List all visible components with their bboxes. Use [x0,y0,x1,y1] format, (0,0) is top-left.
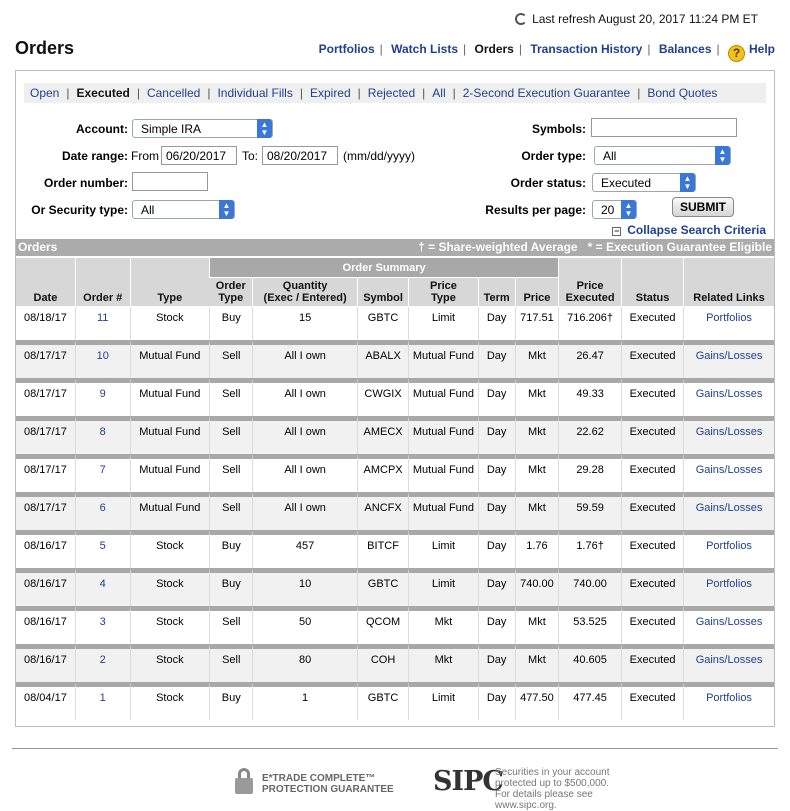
cell-term: Day [478,492,515,530]
orders-grid-title: Orders [18,240,58,254]
cell-symbol: QCOM [357,606,409,644]
nav-help[interactable]: Help [748,42,775,56]
cell-symbol: GBTC [357,568,409,606]
cell-order-type: Sell [209,378,252,416]
cell-price: Mkt [515,340,558,378]
orders-panel [15,70,775,727]
cell-qty: 10 [252,568,356,606]
cell-status: Executed [621,492,683,530]
cell-symbol: GBTC [357,682,409,720]
cell-order-type: Sell [209,644,252,682]
cell-term: Day [478,378,515,416]
etrade-guarantee[interactable]: E*TRADE COMPLETE™ PROTECTION GUARANTEE [262,773,394,795]
table-row [16,682,774,720]
cell-date: 08/18/17 [24,312,67,324]
cell-price-type: Mutual Fund [408,416,477,454]
cell-date: 08/17/17 [16,416,75,454]
col-header-price-type[interactable]: Price Type [408,278,477,307]
cell-date: 08/16/17 [16,606,75,644]
last-refresh[interactable] [515,12,758,26]
to-label: To: [242,149,259,163]
related-link[interactable]: Portfolios [683,307,774,340]
from-date-input[interactable]: 06/20/2017 [161,146,237,165]
cell-price-type: Limit [408,682,477,720]
cell-qty: All I own [252,454,356,492]
cell-status: Executed [621,606,683,644]
nav-balances[interactable]: Balances [658,42,712,56]
table-row [16,492,774,530]
related-link[interactable]: Gains/Losses [683,644,774,682]
cell-price: 740.00 [515,568,558,606]
cell-executed: 49.33 [558,378,621,416]
cell-price-type: Limit [408,307,477,340]
col-header-price-executed[interactable]: Price Executed [558,258,621,307]
orders-grid-bar [16,239,774,256]
col-header-type[interactable]: Type [130,258,210,307]
cell-order-type: Buy [209,307,252,340]
cell-status: Executed [621,454,683,492]
cell-type: Stock [130,682,210,720]
cell-status: Executed [621,644,683,682]
cell-status: Executed [621,568,683,606]
cell-executed: 740.00 [558,568,621,606]
order-number-link[interactable]: 1 [75,682,130,720]
cell-price-type: Mutual Fund [408,378,477,416]
tab-individual-fills[interactable]: Individual Fills [217,86,293,100]
table-row [16,606,774,644]
cell-date: 08/17/17 [16,378,75,416]
cell-type: Mutual Fund [130,492,210,530]
table-row [16,307,774,340]
cell-executed: 477.45 [558,682,621,720]
lock-icon [235,768,253,796]
related-link[interactable]: Portfolios [683,568,774,606]
order-number-link[interactable]: 11 [75,307,130,340]
table-row [16,568,774,606]
nav-orders[interactable]: Orders [474,42,514,56]
cell-symbol: AMCPX [357,454,409,492]
nav-transaction-history[interactable]: Transaction History [530,42,643,56]
order-number-link[interactable]: 10 [75,340,130,378]
col-header-related-links: Related Links [683,258,774,307]
cell-qty: All I own [252,416,356,454]
refresh-icon[interactable] [515,13,527,25]
table-row [16,530,774,568]
select-arrows-icon: ▲ ▼ [680,173,695,192]
cell-symbol: ABALX [357,340,409,378]
order-number-link[interactable]: 3 [75,606,130,644]
order-number-link[interactable]: 9 [75,378,130,416]
cell-order-type: Sell [209,492,252,530]
nav-watch-lists[interactable]: Watch Lists [391,42,459,56]
cell-term: Day [478,530,515,568]
date-format-hint: (mm/dd/yyyy) [343,149,415,163]
cell-qty: 50 [252,606,356,644]
order-number-link[interactable]: 2 [75,644,130,682]
tab-rejected[interactable]: Rejected [367,86,416,100]
cell-price: 477.50 [515,682,558,720]
cell-type: Stock [130,568,210,606]
cell-price-type: Mkt [408,606,477,644]
cell-qty: All I own [252,492,356,530]
order-status-select[interactable]: Executed ▲ ▼ [592,173,696,192]
related-link[interactable]: Portfolios [683,682,774,720]
cell-type: Stock [130,644,210,682]
cell-executed: 22.62 [558,416,621,454]
cell-symbol: GBTC [357,307,409,340]
cell-order-type: Buy [209,568,252,606]
cell-price: 1.76 [515,530,558,568]
col-header-quantity[interactable]: Quantity (Exec / Entered) [252,278,356,307]
sipc-logo[interactable]: SIPC [433,766,503,797]
cell-term: Day [478,340,515,378]
results-per-page-label: Results per page: [485,203,586,217]
cell-symbol: ANCFX [357,492,409,530]
select-arrows-icon: ▲ ▼ [715,146,730,165]
cell-type: Mutual Fund [130,340,210,378]
help-icon[interactable]: ? [728,45,745,62]
security-type-label: Or Security type: [31,203,128,217]
footer-divider [12,748,778,749]
cell-price: Mkt [515,416,558,454]
cell-term: Day [478,416,515,454]
last-refresh-text: Last refresh August 20, 2017 11:24 PM ET [532,12,758,26]
cell-order-type: Sell [209,454,252,492]
security-type-select[interactable]: All ▲ ▼ [132,200,235,219]
col-header-date[interactable]: Date [16,258,75,307]
cell-price-type: Limit [408,530,477,568]
cell-term: Day [478,454,515,492]
cell-type: Mutual Fund [130,416,210,454]
account-label: Account: [76,122,128,136]
cell-type: Stock [130,530,210,568]
cell-price-type: Mkt [408,644,477,682]
cell-price-type: Mutual Fund [408,492,477,530]
order-number-label: Order number: [43,176,128,190]
cell-date: 08/17/17 [16,454,75,492]
cell-executed: 716.206† [558,307,621,340]
order-number-link[interactable]: 4 [75,568,130,606]
cell-status: Executed [621,307,683,340]
table-row [16,644,774,682]
col-header-symbol[interactable]: Symbol [357,278,409,307]
cell-type: Mutual Fund [130,454,210,492]
cell-price: Mkt [515,606,558,644]
date-range-label: Date range: [61,149,128,163]
cell-symbol: BITCF [357,530,409,568]
orders-table [16,258,774,720]
cell-executed: 26.47 [558,340,621,378]
tab-bond-quotes[interactable]: Bond Quotes [647,86,718,100]
cell-price-type: Mutual Fund [408,454,477,492]
account-select[interactable]: Simple IRA ▲ ▼ [132,119,273,138]
collapse-icon[interactable]: − [614,226,620,236]
order-type-select[interactable]: All ▲ ▼ [594,146,731,165]
select-arrows-icon: ▲ ▼ [621,200,636,219]
order-summary-header: Order Summary [209,258,558,278]
cell-status: Executed [621,378,683,416]
submit-button[interactable]: SUBMIT [672,197,734,217]
symbols-input[interactable] [591,118,737,137]
cell-qty: 457 [252,530,356,568]
related-link[interactable]: Gains/Losses [683,492,774,530]
collapse-search-criteria[interactable]: − Collapse Search Criteria [614,223,766,237]
cell-price: Mkt [515,378,558,416]
cell-executed: 29.28 [558,454,621,492]
cell-term: Day [478,644,515,682]
cell-date: 08/16/17 [16,644,75,682]
cell-term: Day [478,606,515,644]
cell-price: 717.51 [515,307,558,340]
cell-date: 08/17/17 [16,340,75,378]
related-link[interactable]: Gains/Losses [683,378,774,416]
order-number-link[interactable]: 8 [75,416,130,454]
cell-qty: 80 [252,644,356,682]
symbols-label: Symbols: [531,122,586,136]
cell-date: 08/04/17 [16,682,75,720]
cell-date: 08/16/17 [16,530,75,568]
cell-type: Mutual Fund [130,378,210,416]
order-type-label: Order type: [521,149,586,163]
col-header-term[interactable]: Term [478,278,515,307]
cell-symbol: CWGIX [357,378,409,416]
order-number-link[interactable]: 7 [75,454,130,492]
related-link[interactable]: Portfolios [683,530,774,568]
cell-date: 08/16/17 [16,568,75,606]
order-number-input[interactable] [132,172,208,191]
top-nav: Portfolios | Watch Lists | Orders | Transaction History | Balances | ? Help [318,42,775,60]
cell-term: Day [478,307,515,340]
related-link[interactable]: Gains/Losses [683,454,774,492]
cell-date: 08/17/17 [16,492,75,530]
cell-status: Executed [621,682,683,720]
cell-order-type: Buy [209,682,252,720]
from-label: From [131,149,159,163]
cell-executed: 1.76† [558,530,621,568]
order-number-link[interactable]: 6 [75,492,130,530]
cell-order-type: Sell [209,340,252,378]
table-row [16,454,774,492]
cell-qty: All I own [252,340,356,378]
col-header-status[interactable]: Status [621,258,683,307]
cell-price: Mkt [515,492,558,530]
tab-executed[interactable]: Executed [76,86,130,100]
related-link[interactable]: Gains/Losses [683,340,774,378]
cell-status: Executed [621,340,683,378]
cell-type: Stock [130,307,210,340]
order-status-label: Order status: [510,176,586,190]
cell-term: Day [478,682,515,720]
col-header-order-type[interactable]: Order Type [209,278,252,307]
cell-price-type: Limit [408,568,477,606]
tab-all[interactable]: All [432,86,446,100]
col-header-order-number[interactable]: Order # [75,258,130,307]
cell-price: Mkt [515,454,558,492]
nav-portfolios[interactable]: Portfolios [318,42,375,56]
cell-symbol: AMECX [357,416,409,454]
select-arrows-icon: ▲ ▼ [257,119,272,138]
tab-open[interactable]: Open [30,86,60,100]
cell-executed: 53.525 [558,606,621,644]
cell-order-type: Sell [209,416,252,454]
page-title: Orders [15,38,75,58]
sipc-text: Securities in your account protected up to $500,000. For details please see www.sipc.org. [495,767,610,811]
cell-order-type: Buy [209,530,252,568]
cell-qty: 1 [252,682,356,720]
related-link[interactable]: Gains/Losses [683,606,774,644]
cell-symbol: COH [357,644,409,682]
table-row [16,340,774,378]
cell-executed: 40.605 [558,644,621,682]
cell-executed: 59.59 [558,492,621,530]
to-date-input[interactable]: 08/20/2017 [262,146,338,165]
order-number-link[interactable]: 5 [75,530,130,568]
table-row [16,416,774,454]
cell-status: Executed [621,416,683,454]
cell-type: Stock [130,606,210,644]
col-header-price[interactable]: Price [515,278,558,307]
cell-order-type: Sell [209,606,252,644]
grid-legend: † = Share-weighted Average * = Execution Guarantee Eligible [418,240,772,254]
cell-price: Mkt [515,644,558,682]
related-link[interactable]: Gains/Losses [683,416,774,454]
tab-expired[interactable]: Expired [309,86,351,100]
cell-qty: 15 [252,307,356,340]
page-header [0,34,790,64]
cell-qty: All I own [252,378,356,416]
tab-2-second-execution-guarantee[interactable]: 2-Second Execution Guarantee [462,86,631,100]
results-per-page-select[interactable]: 20 ▲ ▼ [592,200,637,219]
top-bar [0,0,790,34]
select-arrows-icon: ▲ ▼ [219,200,234,219]
table-row [16,378,774,416]
cell-term: Day [478,568,515,606]
tab-cancelled[interactable]: Cancelled [146,86,201,100]
order-status-tabs: Open | Executed | Cancelled | Individual Fills | Expired | Rejected | All | 2-Second Execution Guarantee | Bond Quotes [24,83,766,103]
cell-price-type: Mutual Fund [408,340,477,378]
cell-status: Executed [621,530,683,568]
